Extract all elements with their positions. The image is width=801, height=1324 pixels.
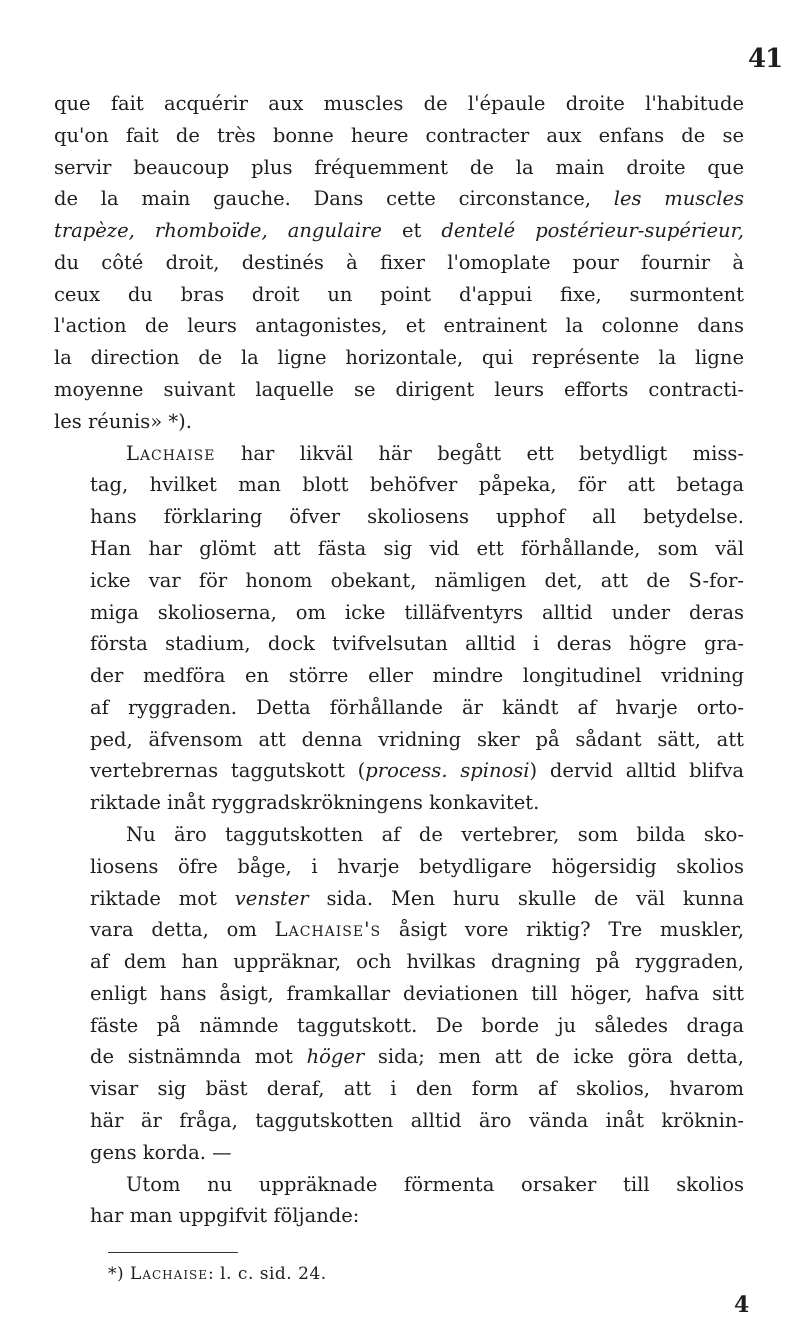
- text-segment: der medföra en större eller mindre longitudinel vridning: [90, 664, 744, 688]
- italic-text: venster: [234, 886, 309, 910]
- text-line: [54, 1200, 744, 1232]
- text-segment: af ryggraden. Detta förhållande är kändt af hvarje orto-: [90, 695, 744, 719]
- italic-text: höger: [306, 1045, 365, 1069]
- footnote-mark: *): [108, 1264, 125, 1284]
- text-segment: et: [381, 219, 442, 243]
- text-segment: l'action de leurs antagonistes, et entrainent la colonne dans: [54, 314, 744, 338]
- text-segment: ) dervid alltid blifva: [529, 759, 744, 783]
- text-line: [54, 1073, 744, 1105]
- text-segment: hans förklaring öfver skoliosens upphof all betydelse.: [90, 505, 744, 529]
- text-segment: liosens öfre båge, i hvarje betydligare högersidig skolios: [90, 854, 744, 878]
- text-line: [54, 755, 744, 787]
- text-line: [54, 692, 744, 724]
- text-line: [54, 310, 744, 342]
- text-line: [54, 851, 744, 883]
- text-segment: icke var för honom obekant, nämligen det, att de S-for-: [90, 568, 744, 592]
- text-segment: här är fråga, taggutskotten alltid äro vända inåt kröknin-: [90, 1109, 744, 1132]
- italic-text: les muscles: [613, 187, 744, 211]
- text-line: [54, 215, 744, 247]
- italic-text: process. spinosi: [365, 759, 530, 783]
- text-segment: riktade inåt ryggradskrökningens konkavitet.: [90, 791, 540, 815]
- text-segment: fäste på nämnde taggutskott. De borde ju således draga: [90, 1013, 744, 1037]
- paragraph: [54, 1169, 744, 1233]
- text-segment: du côté droit, destinés à fixer l'omoplate pour fournir à: [54, 250, 744, 274]
- text-line: [54, 533, 744, 565]
- text-line: [54, 374, 744, 406]
- text-segment: sida; men att de icke göra detta,: [364, 1045, 744, 1069]
- text-segment: har man uppgifvit följande:: [90, 1204, 360, 1228]
- text-segment: vertebrernas taggutskott (: [90, 759, 366, 783]
- small-caps-name: Lachaise's: [274, 918, 382, 942]
- text-line: [54, 819, 744, 851]
- text-segment: tag, hvilket man blott behöfver påpeka, för att betaga: [90, 473, 744, 497]
- text-segment: sida. Men huru skulle de väl kunna: [308, 886, 744, 910]
- text-line: [54, 279, 744, 311]
- footnote-author: Lachaise: [130, 1264, 209, 1284]
- text-segment: gens korda. —: [90, 1140, 232, 1164]
- text-segment: de la main gauche. Dans cette circonstance,: [54, 187, 614, 211]
- footnote-reference: : l. c. sid. 24.: [208, 1264, 327, 1284]
- text-segment: af dem han uppräknar, och hvilkas dragning på ryggraden,: [90, 950, 744, 974]
- text-line: [54, 1105, 744, 1137]
- text-segment: la direction de la ligne horizontale, qui représente la ligne: [54, 346, 744, 370]
- text-line: [54, 883, 744, 915]
- text-line: [54, 120, 744, 152]
- footnote: [108, 1264, 327, 1284]
- text-segment: vara detta, om: [90, 918, 275, 942]
- text-segment: servir beaucoup plus fréquemment de la main droite que: [54, 155, 744, 179]
- text-segment: riktade mot: [90, 886, 235, 910]
- footnote-divider: [108, 1252, 238, 1253]
- text-segment: que fait acquérir aux muscles de l'épaule droite l'habitude: [54, 92, 744, 115]
- text-line: [54, 342, 744, 374]
- small-caps-name: Lachaise: [126, 441, 216, 465]
- text-segment: Utom nu uppräknade förmenta orsaker till skolios: [126, 1172, 744, 1196]
- text-line: [54, 88, 744, 120]
- text-segment: enligt hans åsigt, framkallar deviationen till höger, hafva sitt: [90, 981, 744, 1005]
- text-segment: visar sig bäst deraf, att i den form af skolios, hvarom: [90, 1077, 744, 1101]
- text-line: [54, 628, 744, 660]
- text-line: [54, 914, 744, 946]
- text-segment: Nu äro taggutskotten af de vertebrer, som bilda sko-: [126, 822, 744, 846]
- text-segment: les réunis» *).: [54, 409, 192, 433]
- text-segment: har likväl här begått ett betydligt miss-: [215, 441, 744, 465]
- text-line: [54, 406, 744, 438]
- italic-text: trapèze, rhomboïde, angulaire: [54, 219, 382, 243]
- text-segment: de sistnämnda mot: [90, 1045, 307, 1069]
- text-line: [54, 724, 744, 756]
- paragraph: [54, 88, 744, 438]
- text-line: [54, 1010, 744, 1042]
- text-line: [54, 469, 744, 501]
- text-segment: moyenne suivant laquelle se dirigent leurs efforts contracti-: [54, 378, 744, 402]
- text-line: [54, 946, 744, 978]
- text-line: [54, 1169, 744, 1201]
- text-line: [54, 183, 744, 215]
- text-segment: ceux du bras droit un point d'appui fixe, surmontent: [54, 282, 744, 306]
- text-line: [54, 978, 744, 1010]
- text-segment: första stadium, dock tvifvelsutan alltid i deras högre gra-: [90, 632, 744, 656]
- text-line: [54, 597, 744, 629]
- text-line: [54, 152, 744, 184]
- signature-mark: 4: [734, 1292, 750, 1318]
- text-line: [54, 438, 744, 470]
- text-line: [54, 501, 744, 533]
- text-line: [54, 247, 744, 279]
- text-line: [54, 1137, 744, 1169]
- text-line: [54, 565, 744, 597]
- text-segment: Han har glömt att fästa sig vid ett förhållande, som väl: [90, 536, 744, 560]
- body-text: [54, 88, 744, 1232]
- text-segment: qu'on fait de très bonne heure contracter aux enfans de se: [54, 123, 744, 147]
- text-line: [54, 787, 744, 819]
- text-segment: ped, äfvensom att denna vridning sker på sådant sätt, att: [90, 727, 744, 751]
- text-segment: åsigt vore riktig? Tre muskler,: [381, 918, 745, 942]
- italic-text: dentelé postérieur-supérieur,: [441, 219, 744, 243]
- page-number: 41: [748, 44, 783, 74]
- paragraph: [54, 819, 744, 1169]
- paragraph: [54, 438, 744, 819]
- text-line: [54, 660, 744, 692]
- text-line: [54, 1041, 744, 1073]
- text-segment: miga skolioserna, om icke tilläfventyrs alltid under deras: [90, 600, 744, 624]
